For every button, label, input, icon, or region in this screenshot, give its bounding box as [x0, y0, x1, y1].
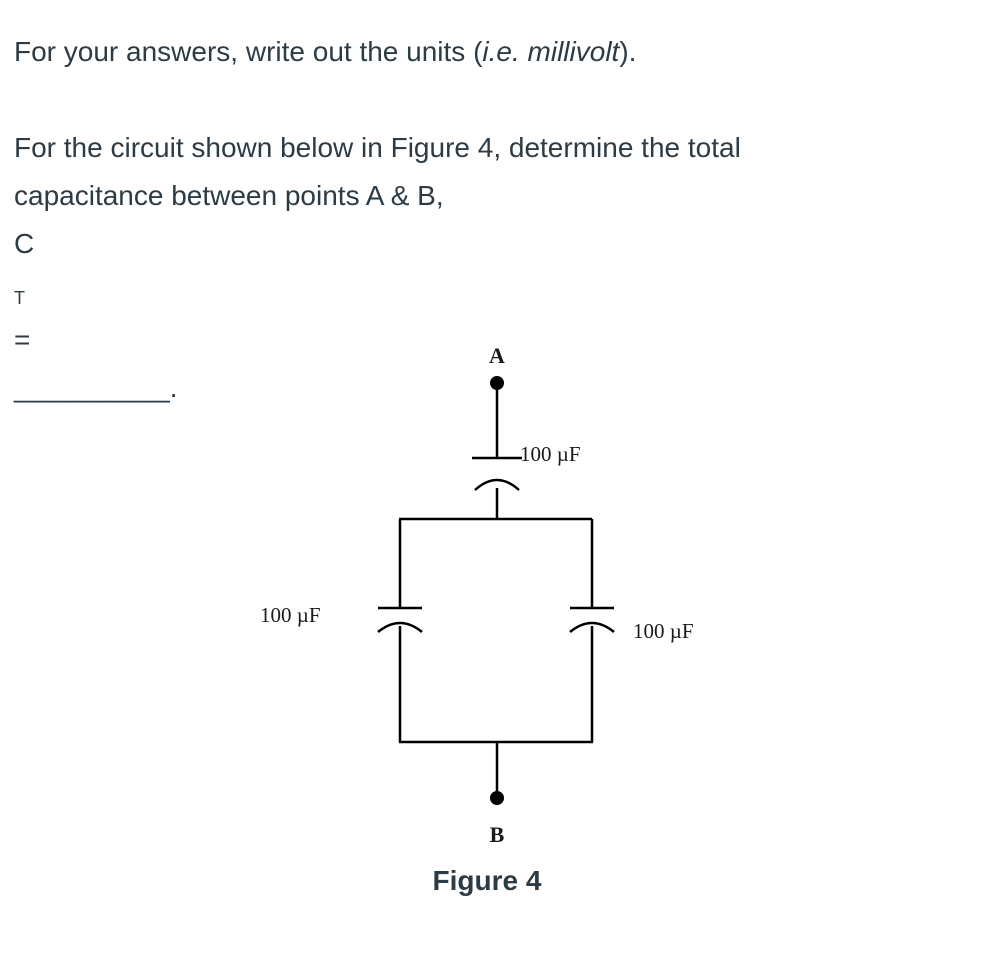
units-instruction — [14, 28, 636, 76]
ct-symbol: C — [14, 228, 35, 259]
answer-blank: __________. — [14, 372, 178, 403]
ct-equals: = — [14, 324, 31, 355]
instruction-text-end: ). — [619, 36, 637, 67]
question-line-1: For the circuit shown below in Figure 4, determine the total — [14, 132, 741, 163]
figure-caption: Figure 4 — [432, 865, 542, 896]
node-b-label: B — [489, 822, 505, 847]
node-b-terminal — [490, 791, 504, 805]
node-a-label: A — [489, 343, 505, 368]
cap-top-label: 100 µF — [520, 442, 581, 466]
instruction-text-start: For your answers, write out the units ( — [14, 36, 483, 67]
instruction-example: i.e. millivolt — [482, 36, 620, 67]
cap-right-label: 100 µF — [633, 619, 694, 643]
cap-left-label: 100 µF — [260, 603, 321, 627]
node-a-terminal — [490, 376, 504, 390]
circuit-diagram — [0, 330, 986, 910]
question-line-2: capacitance between points A & B, — [14, 180, 444, 211]
ct-subscript: T — [14, 288, 25, 308]
